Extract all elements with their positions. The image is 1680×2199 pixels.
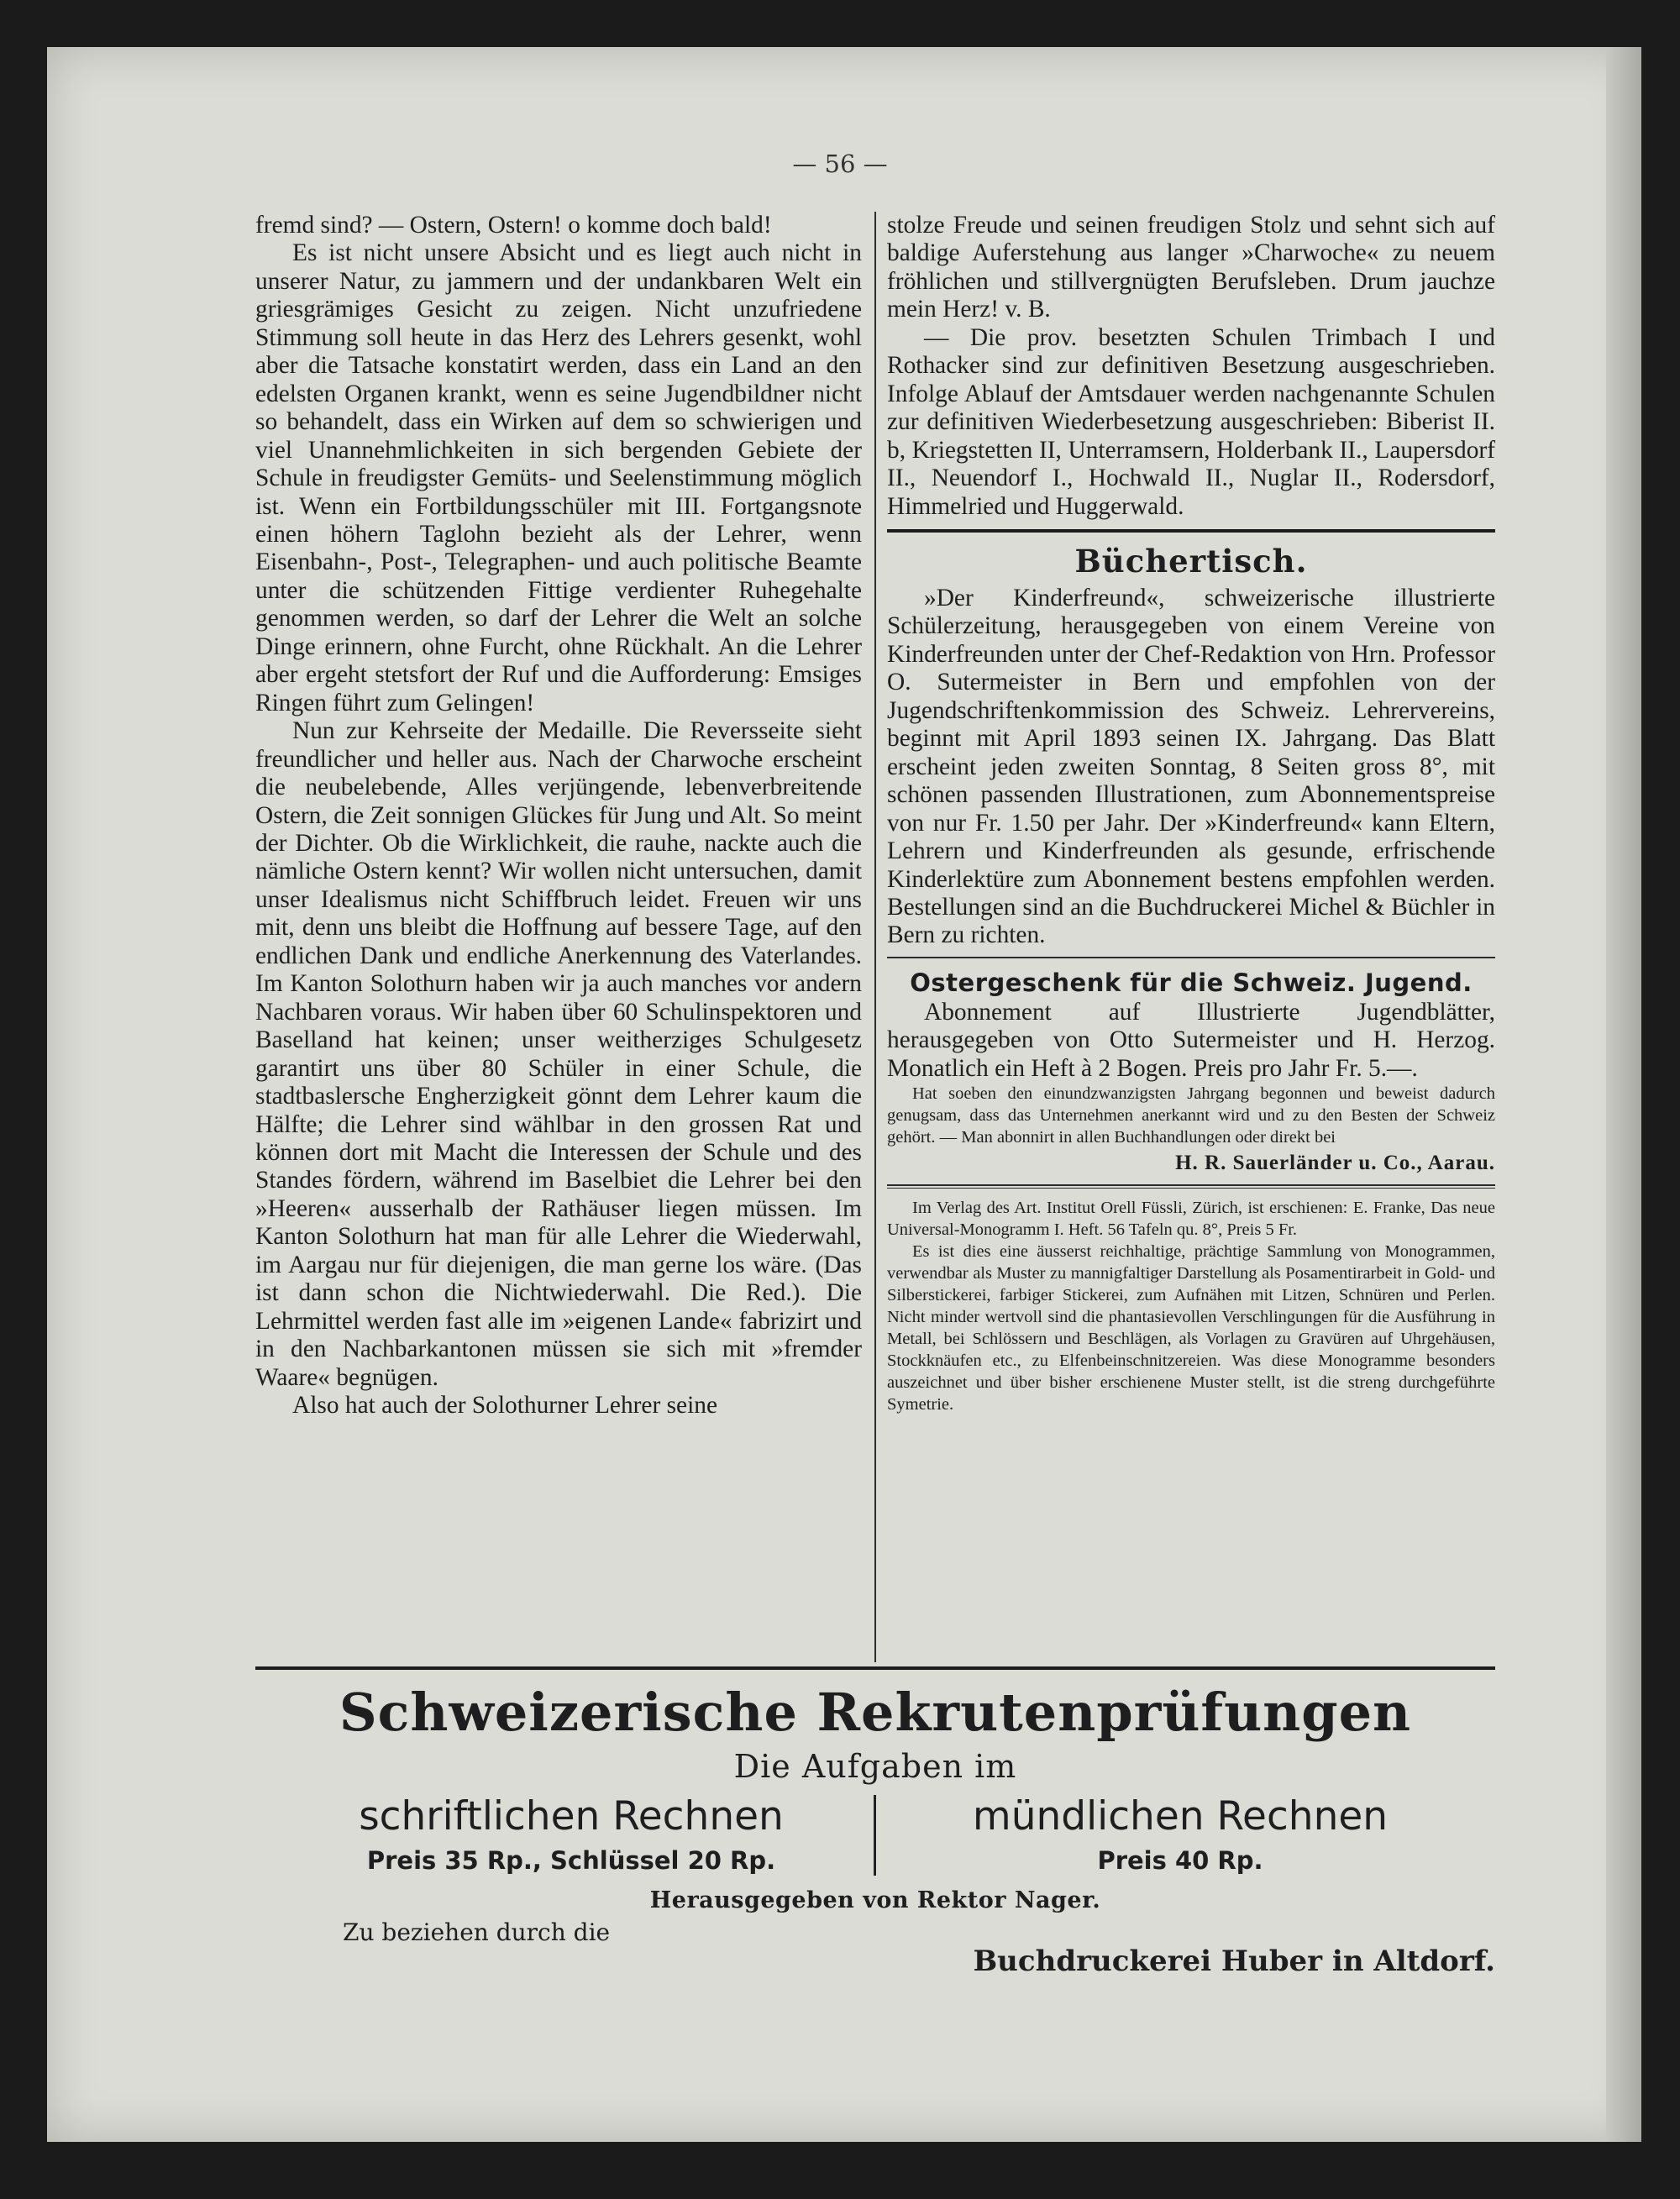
ostergeschenk-text: Abonnement auf Illustrierte Jugendblätter, herausgegeben von Otto Sutermeister und H. Herzog. Monatlich ein Heft à 2 Bogen. Preis pro Jahr Fr. 5.—. bbox=[887, 998, 1495, 1082]
advert-right-block bbox=[886, 1794, 1474, 1876]
advert-title: Schweizerische Rekrutenprüfungen bbox=[339, 1682, 1412, 1743]
left-paragraph-2: Es ist nicht unsere Absicht und es liegt auch nicht in unserer Natur, zu jammern und der undankbaren Welt ein griesgrämiges Gesicht zu zeigen. Nicht unzufriedene Stimmung soll heute in das Herz des Lehrers gesenkt, wohl aber die Tatsache konstatirt werden, dass ein Land an den edelsten Organen krankt, wenn es seine Jugendbildner nicht so behandelt, dass ein Wirken auf dem so schwierigen und viel Unannehmlichkeiten in sich bergenden Gebiete der Schule in freudigster Gemüts- und Seelenstimmung möglich ist. Wenn ein Fortbildungsschüler mit III. Fortgangsnote einen höhern Taglohn bezieht als der Lehrer, wenn Eisenbahn-, Post-, Telegraphen- und auch politische Beamte unter die schützenden Fittige verdienter Ruhegehalte genommen werden, so darf der Lehrer die Welt an solche Dinge erinnern, ohne Furcht, ohne Rückhalt. An die Lehrer aber ergeht stetsfort der Ruf und die Aufforderung: Emsiges Ringen führt zum Gelingen! bbox=[255, 239, 862, 716]
right-paragraph-1: stolze Freude und seinen freudigen Stolz und sehnt sich auf baldige Auferstehung aus langer »Charwoche« zu neuem fröhlichen und stillvergnügten Berufsleben. Drum jauchze mein Herz! v. B. bbox=[887, 212, 1495, 323]
advert-right-title: mündlichen Rechnen bbox=[972, 1793, 1389, 1839]
advert-left-title: schriftlichen Rechnen bbox=[359, 1793, 784, 1839]
orell-fuessli-ad bbox=[887, 1197, 1495, 1416]
left-paragraph-4: Also hat auch der Solothurner Lehrer seine bbox=[292, 1392, 717, 1420]
ostergeschenk-small bbox=[887, 1083, 1495, 1148]
advert-subtitle: Die Aufgaben im bbox=[733, 1748, 1017, 1785]
advert-top-rule bbox=[255, 1666, 1495, 1670]
ad-divider-1 bbox=[887, 957, 1495, 958]
orell-fuessli-paragraph-2: Es ist dies eine äusserst reichhaltige, prächtige Sammlung von Monogrammen, verwendbar als Muster zu mannigfaltiger Darstellung als Posamentirarbeit in Gold- und Silberstickerei, farbiger Stickerei, zum Aufnähen mit Litzen, Schnüren und Perlen. Nicht minder wertvoll sind die phantasievollen Verschlingungen für die Ausführung in Metall, bei Schlössern und Beschlägen, als Vorlagen zu Gravüren auf Uhrgehäusen, Stockknäufen etc., zu Elfenbeinschnitzereien. Was diese Monogramme besonders auszeichnet und über bisher erschienene Muster stellt, ist die streng durchgeführte Symetrie. bbox=[887, 1241, 1495, 1414]
right-paragraph-2: — Die prov. besetzten Schulen Trimbach I und Rothacker sind zur definitiven Besetzung ausgeschrieben. Infolge Ablauf der Amtsdauer werden nachgenannte Schulen zur definitiven Wiederbesetzung ausgeschrieben: Biberist II. b, Kriegstetten II, Unterramsern, Holderbank II., Laupersdorf II., Neuendorf I., Hochwald II., Nuglar II., Rodersdorf, Himmelried und Huggerwald. bbox=[887, 323, 1495, 520]
section-divider bbox=[887, 529, 1495, 533]
buechertisch-text: »Der Kinderfreund«, schweizerische illustrierte Schülerzeitung, herausgegeben von einem Vereine von Kinderfreunden unter der Chef-Redaktion von Hrn. Professor O. Sutermeister in Bern und empfohlen von der Jugendschriftenkommission des Schweiz. Lehrervereins, beginnt mit April 1893 seinen IX. Jahrgang. Das Blatt erscheint jeden zweiten Sonntag, 8 Seiten gross 8°, mit schönen passenden Illustrationen, zum Abonnementspreise von nur Fr. 1.50 per Jahr. Der »Kinderfreund« kann Eltern, Lehrern und Kinderfreunden als gesunde, erfrischende Kinderlektüre zum Abonnement bestens empfohlen werden. Bestellungen sind an die Buchdruckerei Michel & Büchler in Bern zu richten. bbox=[887, 584, 1495, 949]
advert-left-price: Preis 35 Rp., Schlüssel 20 Rp. bbox=[366, 1846, 776, 1875]
orell-fuessli-paragraph-1: Im Verlag des Art. Institut Orell Füssli, Zürich, ist erschienen: E. Franke, Das neue Universal-Monogramm I. Heft. 56 Tafeln qu. 8°, Preis 5 Fr. bbox=[887, 1198, 1495, 1239]
advert-divider bbox=[874, 1795, 876, 1876]
left-paragraph-1: fremd sind? — Ostern, Ostern! o komme doch bald! bbox=[255, 212, 772, 239]
left-paragraph-3: Nun zur Kehrseite der Medaille. Die Reversseite sieht freundlicher und heller aus. Nach der Charwoche erscheint die neubelebende, Alles verjüngende, lebenverbreitende Ostern, die Zeit sonnigen Glückes für Jung und Alt. So meint der Dichter. Ob die Wirklichkeit, die rauhe, nackte auch die nämliche Ostern kennt? Wir wollen nicht untersuchen, damit unser Idealismus nicht Schiffbruch leidet. Freuen wir uns mit, denn uns bleibt die Hoffnung auf bessere Tage, auf den endlichen Dank und endliche Anerkennung des Vaterlandes. Im Kanton Solothurn haben wir ja auch manches vor andern Nachbaren voraus. Wir haben über 60 Schulinspektoren und Baselland hat keinen; unser weitherziges Schulgesetz garantirt uns über 80 Schüler in einer Schule, die stadtbaslersche Engherzigkeit gönnt dem Lehrer kaum die Hälfte; die Lehrer sind wählbar in den grossen Rat und können dort mit Macht die Interessen der Schule und des Standes fördern, während im Baselbiet die Lehrer bei den »Heeren« ausserhalb der Rathäuser liegen müssen. Im Kanton Solothurn hat man für alle Lehrer die Wiederwahl, im Aargau nur für diejenigen, die man gerne los wäre. (Das ist dann schon die Nichtwiederwahl. Die Red.). Die Lehrmittel werden fast alle im »eigenen Lande« fabrizirt und in den Nachbarkantonen müssen sie sich mit »fremder Waare« begnügen. bbox=[255, 717, 862, 1391]
buechertisch-heading: Büchertisch. bbox=[1074, 542, 1308, 580]
right-column bbox=[887, 212, 1495, 1415]
advert-right-price: Preis 40 Rp. bbox=[1097, 1846, 1263, 1875]
advert-left-block bbox=[277, 1794, 865, 1876]
advert-printer: Buchdruckerei Huber in Altdorf. bbox=[973, 1944, 1495, 1978]
ostergeschenk-heading: Ostergeschenk für die Schweiz. Jugend. bbox=[910, 968, 1473, 997]
column-divider bbox=[874, 212, 876, 1662]
advert-obtain-text: Zu beziehen durch die bbox=[343, 1918, 611, 1946]
left-column bbox=[255, 212, 862, 1420]
page-number: — 56 — bbox=[792, 150, 888, 178]
ostergeschenk-small-text: Hat soeben den einundzwanzigsten Jahrgang begonnen und beweist dadurch genugsam, dass das Unternehmen anerkannt wird und zu den Besten der Schweiz gehört. — Man abonnirt in allen Buchhandlungen oder direkt bei bbox=[887, 1084, 1495, 1147]
ad-divider-2 bbox=[887, 1184, 1495, 1189]
advert-publisher: Herausgegeben von Rektor Nager. bbox=[649, 1887, 1101, 1913]
ostergeschenk-signature: H. R. Sauerländer u. Co., Aarau. bbox=[1175, 1151, 1495, 1174]
page-spine-shadow bbox=[1606, 47, 1641, 2142]
